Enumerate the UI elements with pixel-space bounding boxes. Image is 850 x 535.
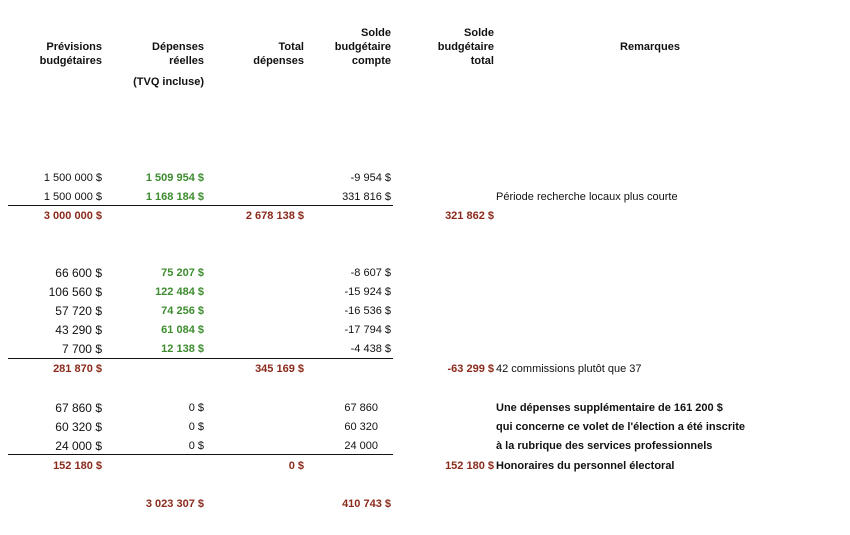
s2-row3-depense: 74 256 $ (161, 305, 204, 317)
s3-row1-prevision: 67 860 $ (55, 401, 102, 415)
s1-total-prevision: 3 000 000 $ (43, 210, 102, 222)
s2-row5-prevision: 7 700 $ (61, 342, 102, 356)
header-total-line2: dépenses (253, 55, 304, 67)
s2-row4-solde: -17 794 $ (344, 324, 391, 336)
s3-row3-remarque: à la rubrique des services professionnels (496, 440, 713, 452)
s2-row2-prevision: 106 560 $ (48, 285, 102, 299)
s2-remarque: 42 commissions plutôt que 37 (496, 363, 642, 375)
s3-row2-depense: 0 $ (188, 421, 204, 433)
s3-row3-prevision: 24 000 $ (55, 439, 102, 453)
s2-row2-depense: 122 484 $ (155, 286, 204, 298)
s1-divider (8, 205, 393, 206)
s2-row1-prevision: 66 600 $ (55, 266, 102, 280)
s3-remarque: Honoraires du personnel électoral (496, 460, 675, 472)
s2-row5-solde: -4 438 $ (350, 343, 391, 355)
s2-divider (8, 358, 393, 359)
header-previsions (40, 40, 102, 68)
s1-solde-total: 321 862 $ (445, 210, 494, 222)
s1-total-depenses: 2 678 138 $ (245, 210, 304, 222)
s2-row4-depense: 61 084 $ (161, 324, 204, 336)
header-solde-total-line1: Solde (464, 27, 494, 39)
header-solde-compte-line3: compte (351, 55, 391, 67)
s1-row1-prevision: 1 500 000 $ (43, 172, 102, 184)
s3-row1-depense: 0 $ (188, 402, 204, 414)
header-previsions-line2: budgétaires (39, 55, 102, 67)
s1-row1-depense: 1 509 954 $ (145, 172, 204, 184)
s1-row2-solde: 331 816 $ (342, 191, 391, 203)
s3-row2-remarque: qui concerne ce volet de l'élection a été inscrite (496, 421, 745, 433)
s2-total-prevision: 281 870 $ (53, 363, 102, 375)
s2-row1-depense: 75 207 $ (161, 267, 204, 279)
s3-total-prevision: 152 180 $ (53, 460, 102, 472)
s2-solde-total: -63 299 $ (447, 363, 494, 375)
header-solde-total-line2: budgétaire (437, 41, 494, 53)
s2-row1-solde: -8 607 $ (350, 267, 391, 279)
s3-total-depenses: 0 $ (288, 460, 304, 472)
s2-row3-prevision: 57 720 $ (55, 304, 102, 318)
header-solde-total (438, 26, 494, 68)
s1-row2-prevision: 1 500 000 $ (43, 191, 102, 203)
s2-row3-solde: -16 536 $ (344, 305, 391, 317)
s3-row3-solde: 24 000 (344, 440, 378, 452)
header-solde-compte (335, 26, 391, 68)
s3-row1-solde: 67 860 (344, 402, 378, 414)
header-solde-compte-line2: budgétaire (334, 41, 391, 53)
header-solde-total-line3: total (470, 55, 494, 67)
header-depenses-line2: réelles (169, 55, 204, 67)
header-total-line1: Total (278, 41, 304, 53)
header-depenses (133, 40, 204, 89)
s2-row2-solde: -15 924 $ (344, 286, 391, 298)
header-solde-compte-line1: Solde (361, 27, 391, 39)
grand-total-depenses: 3 023 307 $ (145, 498, 204, 510)
s1-row1-solde: -9 954 $ (350, 172, 391, 184)
s2-total-depenses: 345 169 $ (255, 363, 304, 375)
header-depenses-line1: Dépenses (152, 41, 204, 53)
s3-solde-total: 152 180 $ (445, 460, 494, 472)
s3-divider (8, 454, 393, 455)
grand-total-solde: 410 743 $ (342, 498, 391, 510)
s3-row2-solde: 60 320 (344, 421, 378, 433)
header-total (253, 40, 304, 68)
s1-row2-depense: 1 168 184 $ (145, 191, 204, 203)
s2-row5-depense: 12 138 $ (161, 343, 204, 355)
header-remarques: Remarques (620, 41, 680, 53)
s1-row2-remarque: Période recherche locaux plus courte (496, 191, 678, 203)
header-previsions-line1: Prévisions (46, 41, 102, 53)
s3-row2-prevision: 60 320 $ (55, 420, 102, 434)
s3-row3-depense: 0 $ (188, 440, 204, 452)
header-depenses-note: (TVQ incluse) (133, 76, 204, 88)
s2-row4-prevision: 43 290 $ (55, 323, 102, 337)
s3-row1-remarque: Une dépenses supplémentaire de 161 200 $ (496, 402, 723, 414)
